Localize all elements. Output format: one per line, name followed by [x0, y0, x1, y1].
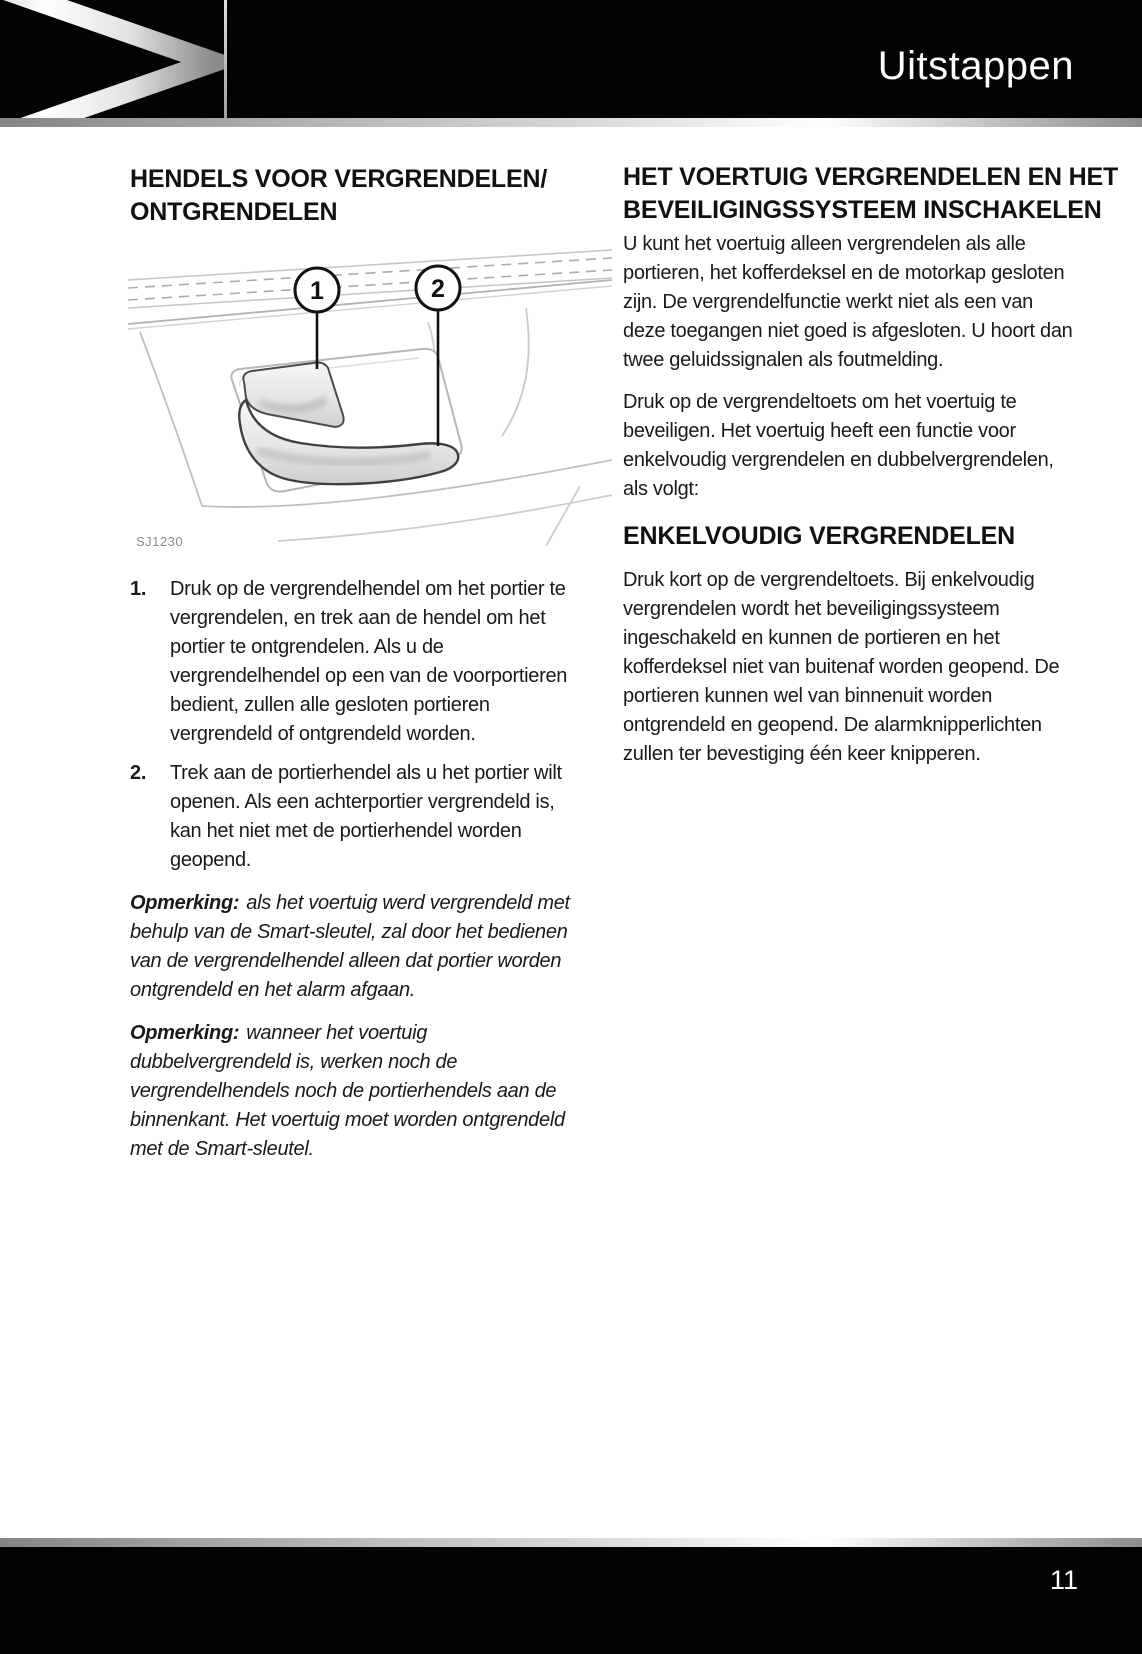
paragraph: Druk op de vergrendeltoets om het voertuig te beveiligen. Het voertuig heeft een functie voor enkelvoudig vergrendelen en dubbelvergrendelen, als volgt: [623, 391, 1054, 500]
brand-chevron-icon [0, 0, 227, 118]
paragraph: Druk kort op de vergrendeltoets. Bij enkelvoudig vergrendelen wordt het beveiligingssysteem ingeschakeld en kunnen de portieren en het kofferdeksel niet van buitenaf worden geopend. De portieren kunnen wel van binnenuit worden ontgrendeld en geopend. De alarmknipperlichten zullen ter bevestiging één keer knipperen. [623, 569, 1060, 765]
note-text: als het voertuig werd vergrendeld met behulp van de Smart-sleutel, zal door het bedienen van de vergrendelhendel alleen dat portier worden ontgrendeld en het alarm afgaan. [130, 892, 570, 1001]
callout-number-2: 2 [431, 275, 445, 303]
footer-silver-strip [0, 1538, 1142, 1547]
section-heading-single-locking: ENKELVOUDIG VERGRENDELEN [623, 522, 1016, 550]
heading-line: ONTGRENDELEN [130, 198, 338, 226]
page-number: 11 [1049, 1565, 1078, 1595]
list-item-text: Trek aan de portierhendel als u het portier wilt openen. Als een achterportier vergrendeld is, kan het niet met de portierhendel worden geopend. [170, 762, 562, 871]
list-item [130, 759, 582, 875]
door-handle-illustration [128, 248, 612, 548]
right-column [623, 161, 1119, 769]
list-item [130, 575, 582, 749]
page-title: Uitstappen [877, 44, 1074, 88]
note [130, 1019, 582, 1164]
callout-number-1: 1 [310, 277, 324, 305]
list-item-text: Druk op de vergrendelhendel om het portier te vergrendelen, en trek aan de hendel om het portier te ontgrendelen. Als u de vergrendelhendel op een van de voorportieren bedient, zullen alle gesloten portieren vergrendeld of ontgrendeld worden. [170, 578, 568, 745]
note-text: wanneer het voertuig dubbelvergrendeld is, werken noch de vergrendelhendels noch de portierhendels aan de binnenkant. Het voertuig moet worden ontgrendeld met de Smart-sleutel. [130, 1022, 565, 1160]
note-label: Opmerking: [130, 892, 240, 914]
header-silver-strip [0, 118, 1142, 127]
list-item-number: 2. [130, 762, 147, 784]
door-sill-lines [128, 250, 612, 329]
paragraph: U kunt het voertuig alleen vergrendelen als alle portieren, het kofferdeksel en de motorkap gesloten zijn. De vergrendelfunctie werkt niet als een van deze toegangen niet goed is afgesloten. U hoort dan twee geluidssignalen als foutmelding. [623, 233, 1073, 371]
page-footer [0, 1547, 1142, 1654]
header-divider [224, 0, 227, 118]
list-item-number: 1. [130, 578, 147, 600]
heading-line: HENDELS VOOR VERGRENDELEN/ [130, 165, 548, 193]
section-heading-handles [130, 163, 582, 229]
heading-line: BEVEILIGINGSSYSTEEM INSCHAKELEN [623, 196, 1102, 224]
note-label: Opmerking: [130, 1022, 240, 1044]
page-header [0, 0, 1142, 118]
note [130, 889, 582, 1005]
figure-code: SJ1230 [136, 534, 184, 548]
section-heading-lock-vehicle [623, 161, 1119, 227]
heading-line: HET VOERTUIG VERGRENDELEN EN HET [623, 163, 1119, 191]
